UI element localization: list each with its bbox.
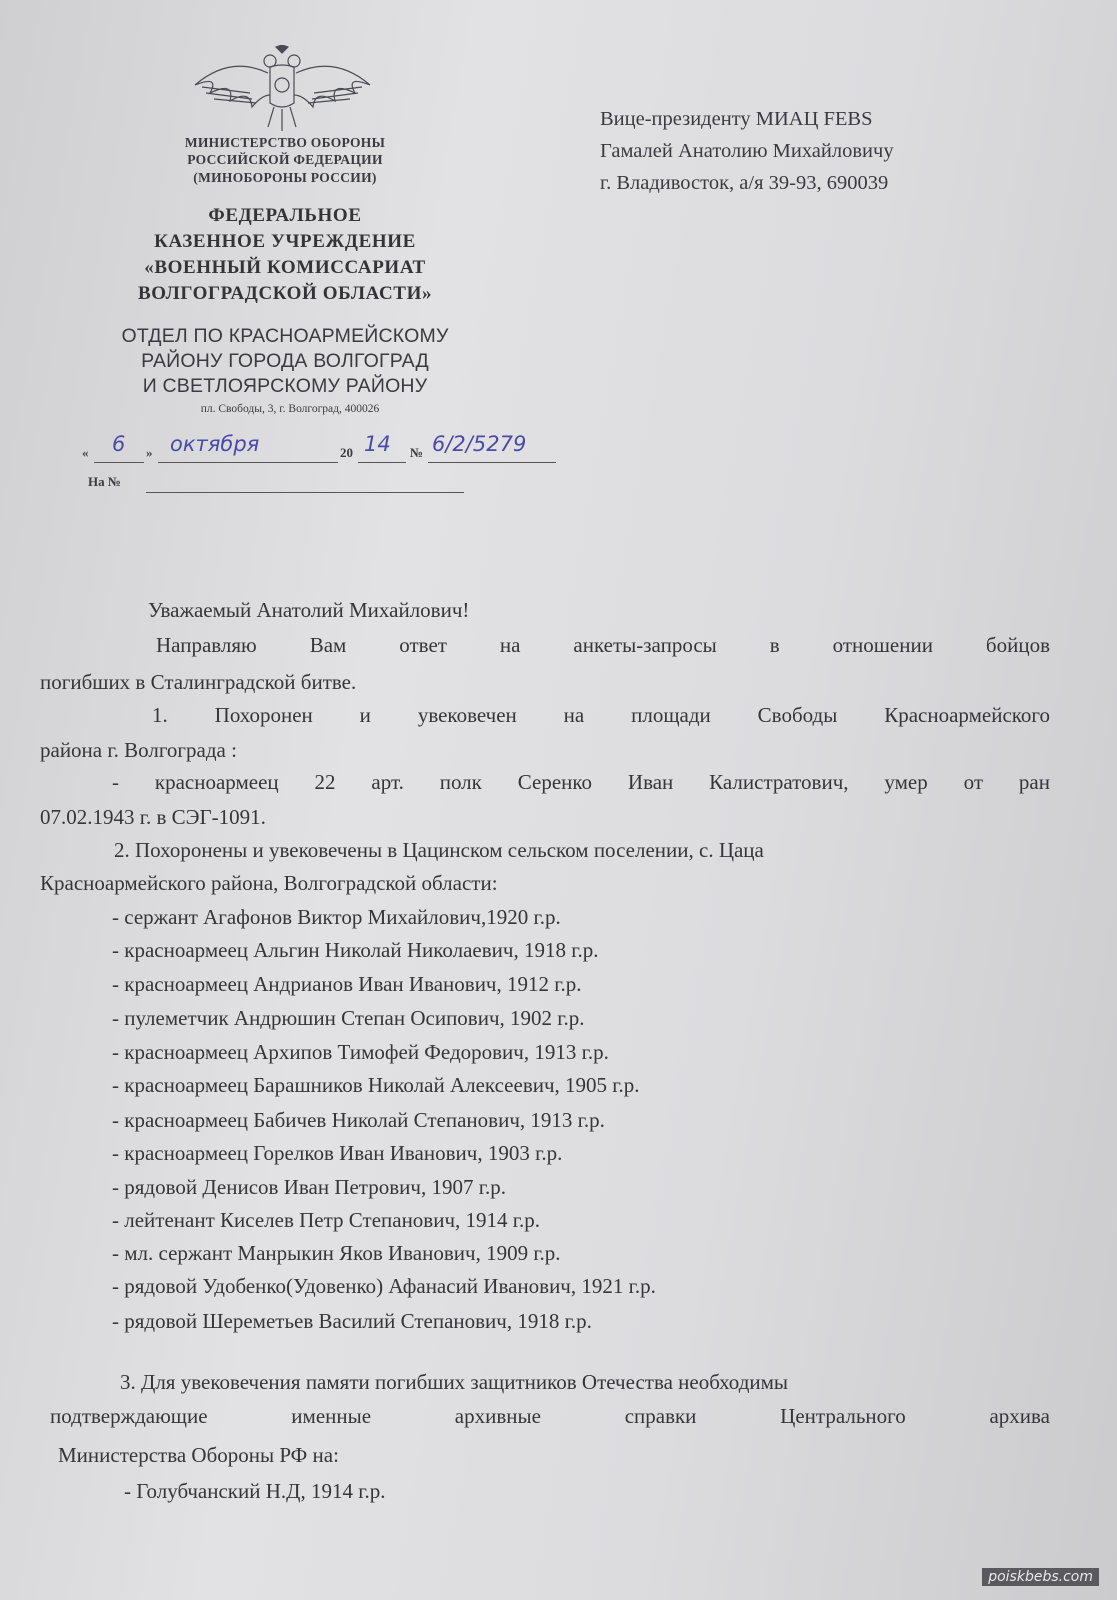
department-line: ОТДЕЛ ПО КРАСНОАРМЕЙСКОМУ xyxy=(121,325,449,347)
ministry-line: РОССИЙСКОЙ ФЕДЕРАЦИИ xyxy=(187,152,383,167)
ministry-line: МИНИСТЕРСТВО ОБОРОНЫ xyxy=(184,135,386,150)
institution-line: ВОЛГОГРАДСКОЙ ОБЛАСТИ» xyxy=(137,283,433,304)
body-line: 07.02.1943 г. в СЭГ-1091. xyxy=(40,805,266,829)
body-line: Красноармейского района, Волгоградской области: xyxy=(40,871,498,895)
body-line: Министерства Обороны РФ на: xyxy=(58,1443,339,1467)
list-item: - рядовой Денисов Иван Петрович, 1907 г.р. xyxy=(112,1175,506,1199)
list-item: - рядовой Удобенко(Удовенко) Афанасий Иванович, 1921 г.р. xyxy=(112,1274,656,1298)
ministry-line: (МИНОБОРОНЫ РОССИИ) xyxy=(193,170,377,185)
watermark: poiskbebs.com xyxy=(982,1568,1099,1586)
list-item: - Голубчанский Н.Д, 1914 г.р. xyxy=(124,1479,386,1503)
list-item: - красноармеец Барашников Николай Алексеевич, 1905 г.р. xyxy=(112,1073,640,1097)
greeting: Уважаемый Анатолий Михайлович! xyxy=(148,598,470,622)
recipient-line: Гамалей Анатолию Михайловичу xyxy=(600,140,894,162)
institution-line: КАЗЕННОЕ УЧРЕЖДЕНИЕ xyxy=(154,231,416,252)
body-line: Направляю Вам ответ на анкеты-запросы в отношении бойцов xyxy=(156,633,1050,657)
body-line: 3. Для увековечения памяти погибших защитников Отечества необходимы xyxy=(120,1370,789,1394)
department-line: РАЙОНУ ГОРОДА ВОЛГОГРАД xyxy=(141,350,429,372)
list-item: - красноармеец Андрианов Иван Иванович, 1912 г.р. xyxy=(112,972,582,996)
list-item: - красноармеец Альгин Николай Николаевич, 1918 г.р. xyxy=(112,938,599,962)
recipient-line: Вице-президенту МИАЦ FEBS xyxy=(600,108,873,130)
letterhead-address: пл. Свободы, 3, г. Волгоград, 400026 xyxy=(200,403,380,415)
list-item: - красноармеец Архипов Тимофей Федорович, 1913 г.р. xyxy=(112,1040,609,1064)
list-item: - рядовой Шереметьев Василий Степанович, 1918 г.р. xyxy=(112,1309,592,1333)
list-item: - мл. сержант Манрыкин Яков Иванович, 1909 г.р. xyxy=(112,1241,561,1265)
recipient-line: г. Владивосток, а/я 39-93, 690039 xyxy=(600,172,889,194)
list-item: - пулеметчик Андрюшин Степан Осипович, 1902 г.р. xyxy=(112,1006,585,1030)
body-line: - красноармеец 22 арт. полк Серенко Иван Калистратович, умер от ран xyxy=(112,770,1050,794)
list-item: - сержант Агафонов Виктор Михайлович,1920 г.р. xyxy=(112,905,561,929)
list-item: - красноармеец Бабичев Николай Степанович, 1913 г.р. xyxy=(112,1108,605,1132)
reply-label: На № xyxy=(88,474,121,489)
body-line: района г. Волгограда : xyxy=(40,738,237,762)
institution-line: «ВОЕННЫЙ КОМИССАРИАТ xyxy=(144,257,426,278)
handwritten-number: 6/2/5279 xyxy=(432,432,527,456)
number-label: № xyxy=(410,445,424,460)
body-line: 2. Похоронены и увековечены в Цацинском сельском поселении, с. Цаца xyxy=(114,838,764,862)
year-prefix: 20 xyxy=(340,445,353,460)
handwritten-day: 6 xyxy=(112,432,126,456)
body-line: погибших в Сталинградской битве. xyxy=(40,670,357,694)
date-number-row: « 6 » октября 20 14 № 6/2/5279 xyxy=(80,432,600,468)
list-item: - лейтенант Киселев Петр Степанович, 1914 г.р. xyxy=(112,1208,541,1232)
body-line: подтверждающие именные архивные справки Центрального архива xyxy=(50,1404,1050,1428)
handwritten-month: октября xyxy=(170,432,260,456)
body-line: 1. Похоронен и увековечен на площади Свободы Красноармейского xyxy=(152,703,1050,727)
handwritten-year: 14 xyxy=(364,432,391,456)
letter-body xyxy=(40,0,1050,1600)
department-line: И СВЕТЛОЯРСКОМУ РАЙОНУ xyxy=(142,375,428,397)
list-item: - красноармеец Горелков Иван Иванович, 1903 г.р. xyxy=(112,1141,563,1165)
institution-line: ФЕДЕРАЛЬНОЕ xyxy=(208,205,362,226)
